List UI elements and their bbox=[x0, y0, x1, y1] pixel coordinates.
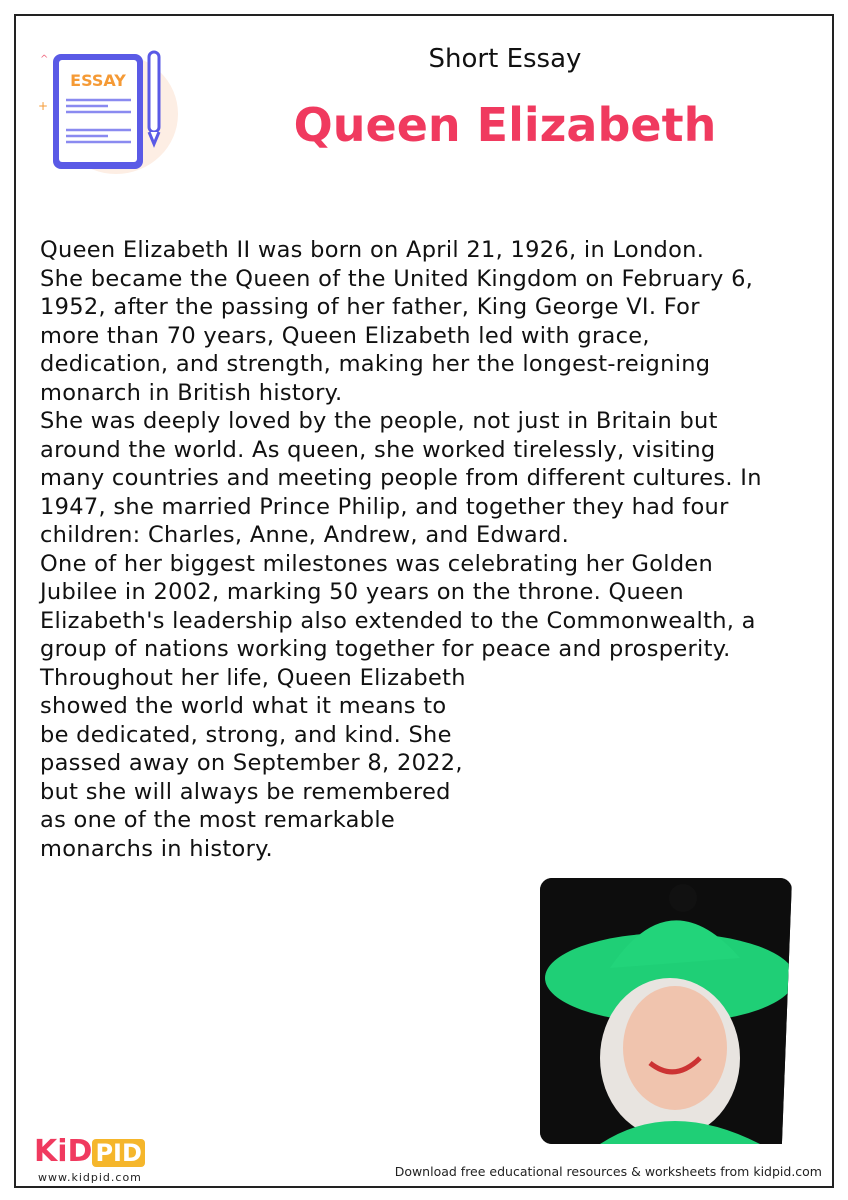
essay-line: children: Charles, Anne, Andrew, and Edward. bbox=[40, 522, 570, 548]
essay-line: monarchs in history. bbox=[40, 835, 273, 862]
essay-icon-label: ESSAY bbox=[70, 71, 126, 90]
logo-kid: KiD bbox=[34, 1134, 93, 1169]
queen-photo bbox=[540, 878, 792, 1144]
logo-pid: PID bbox=[92, 1139, 144, 1167]
essay-line: around the world. As queen, she worked tirelessly, visiting bbox=[40, 436, 716, 463]
essay-line: Queen Elizabeth II was born on April 21, 1926, in London. bbox=[40, 237, 705, 263]
essay-line: but she will always be remembered bbox=[40, 778, 451, 805]
essay-line: Jubilee in 2002, marking 50 years on the throne. Queen bbox=[40, 579, 684, 605]
essay-line: more than 70 years, Queen Elizabeth led with grace, bbox=[40, 322, 650, 349]
website-link[interactable]: www.kidpid.com bbox=[38, 1171, 142, 1184]
essay-line: 1952, after the passing of her father, King George VI. For bbox=[40, 294, 700, 320]
essay-line: One of her biggest milestones was celebrating her Golden bbox=[40, 550, 714, 577]
essay-line: as one of the most remarkable bbox=[40, 807, 396, 833]
page-title: Queen Elizabeth bbox=[293, 98, 717, 152]
essay-line: Throughout her life, Queen Elizabeth bbox=[40, 664, 466, 691]
essay-line: monarch in British history. bbox=[40, 379, 343, 406]
essay-line: 1947, she married Prince Philip, and together they had four bbox=[40, 493, 729, 520]
essay-line: group of nations working together for peace and prosperity. bbox=[40, 636, 731, 662]
essay-line: be dedicated, strong, and kind. She bbox=[40, 721, 452, 748]
kidpid-logo bbox=[34, 1134, 145, 1169]
essay-line: Elizabeth's leadership also extended to the Commonwealth, a bbox=[40, 607, 756, 634]
essay-line: many countries and meeting people from different cultures. In bbox=[40, 465, 762, 491]
essay-line: She became the Queen of the United Kingdom on February 6, bbox=[40, 265, 754, 292]
essay-line: She was deeply loved by the people, not just in Britain but bbox=[40, 408, 718, 434]
essay-line: passed away on September 8, 2022, bbox=[40, 750, 463, 776]
svg-text:^: ^ bbox=[40, 54, 49, 65]
essay-line: dedication, and strength, making her the longest-reigning bbox=[40, 351, 711, 377]
svg-text:+: + bbox=[38, 99, 49, 113]
subtitle: Short Essay bbox=[428, 44, 582, 74]
essay-line: showed the world what it means to bbox=[40, 693, 447, 719]
download-note: Download free educational resources & worksheets from kidpid.com bbox=[394, 1164, 822, 1179]
